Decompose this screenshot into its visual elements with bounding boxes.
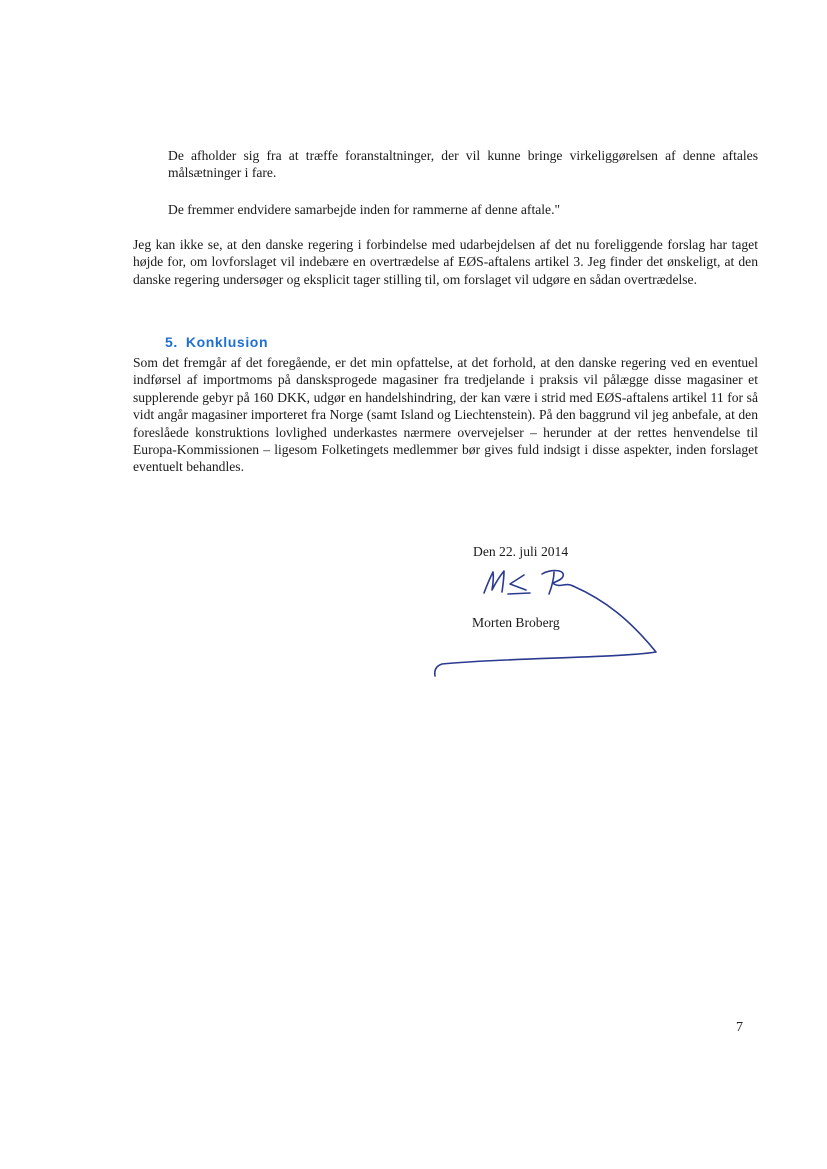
signoff-date: Den 22. juli 2014 [473,544,569,559]
body-paragraph-1: Jeg kan ikke se, at den danske regering i forbindelse med udarbejdelsen af det nu foreliggende forslag har taget højde for, om lovforslaget vil indebære en overtrædelse af EØS-aftalens artikel 3. Jeg finder det ønskeligt, at den danske regering undersøger og eksplicit tager stilling til, om forslaget vil udgøre en sådan overtrædelse. [133,237,758,287]
section-title: Konklusion [185,334,269,350]
quote-paragraph-2: De fremmer endvidere samarbejde inden for rammerne af denne aftale." [168,202,561,217]
page-number: 7 [736,1020,743,1035]
quote-paragraph-1: De afholder sig fra at træffe foranstaltninger, der vil kunne bringe virkeliggørelsen af denne aftales målsætninger i fare. [168,148,758,180]
section-number: 5. [165,334,178,350]
signer-name: Morten Broberg [472,615,560,630]
conclusion-paragraph: Som det fremgår af det foregående, er det min opfattelse, at det forhold, at den danske regering ved en eventuel indførsel af importmoms på dansksprogede magasiner fra tredjelande i praksis vil pålægge disse magasiner et supplerende gebyr på 160 DKK, udgør en handelshindring, der kan være i strid med EØS-aftalens artikel 11 for så vidt angår magasiner importeret fra Norge (samt Island og Liechtenstein). På den baggrund vil jeg anbefale, at den foreslåede konstruktions lovlighed underkastes nærmere overvejelser – herunder at der rettes henvendelse til Europa-Kommissionen – ligesom Folketingets medlemmer bør gives fuld indsigt i disse aspekter, inden forslaget eventuelt behandles. [133,355,758,475]
section-heading [165,334,268,350]
